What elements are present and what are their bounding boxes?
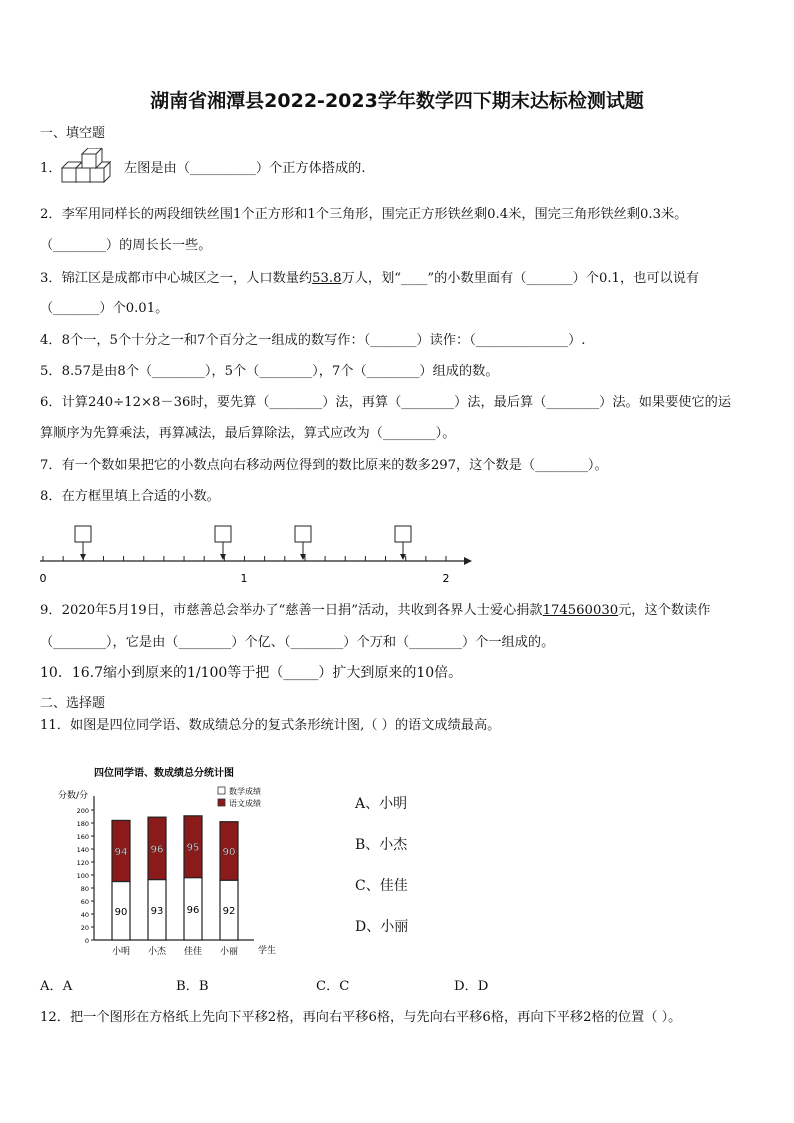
question-9-number: 174560030 (542, 603, 619, 618)
legend-swatch-math (218, 787, 225, 794)
bar-label-chinese: 94 (114, 846, 128, 858)
question-9-line-2: （________），它是由（________）个亿、（________）个万和（________）个一组成的。 (40, 635, 555, 650)
answer-box[interactable] (395, 526, 411, 560)
answer-option-c[interactable]: C．C (316, 979, 350, 994)
tick-label-0: 0 (39, 572, 47, 585)
question-3-pre: 3．锦江区是成都市中心城区之一，人口数量约 (40, 271, 313, 286)
y-axis-label: 分数/分 (58, 791, 89, 801)
y-tick-label: 40 (80, 911, 89, 919)
answer-option-b[interactable]: B．B (176, 979, 209, 994)
question-3-post: 万人，划“____”的小数里面有（_______）个0.1，也可以说有 (341, 271, 700, 286)
section-heading-choice: 二、选择题 (40, 696, 106, 711)
question-9-line-1 (40, 602, 710, 620)
option-side-a: A、小明 (355, 796, 408, 812)
y-tick-label: 60 (80, 898, 89, 906)
answer-box[interactable] (215, 526, 231, 560)
legend-swatch-chinese (218, 799, 225, 806)
category-label: 小杰 (147, 947, 167, 957)
number-line (36, 520, 476, 586)
section-heading-fill: 一、填空题 (40, 126, 106, 141)
question-12: 12．把一个图形在方格纸上先向下平移2格，再向右平移6格，与先向右平移6格，再向下平移2格的位置（ ）。 (40, 1010, 682, 1025)
question-5: 5．8.57是由8个（________），5个（________），7个（________）组成的数。 (40, 364, 499, 379)
cube-stack-figure (60, 148, 116, 190)
question-11: 11．如图是四位同学语、数成绩总分的复式条形统计图,（ ）的语文成绩最高。 (40, 718, 501, 733)
category-label: 小明 (111, 947, 131, 957)
y-tick-label: 0 (84, 937, 89, 945)
option-side-c: C、佳佳 (355, 878, 408, 894)
question-3-number: 53.8 (312, 271, 342, 286)
question-10: 10．16.7缩小到原来的1/100等于把（_____）扩大到原来的10倍。 (40, 665, 463, 681)
answer-box[interactable] (75, 526, 91, 560)
y-tick-label: 20 (80, 924, 89, 932)
x-axis-label: 学生 (258, 946, 277, 956)
y-tick-label: 160 (76, 833, 89, 841)
category-label: 小丽 (219, 947, 239, 957)
bar-label-chinese: 96 (150, 844, 164, 856)
question-4: 4．8个一，5个十分之一和7个百分之一组成的数写作：（_______）读作：（______________）. (40, 333, 586, 348)
category-label: 佳佳 (183, 947, 203, 957)
tick-label-1: 1 (240, 572, 248, 585)
y-tick-label: 140 (76, 846, 89, 854)
bar-label-chinese: 95 (186, 842, 200, 854)
bar-label-chinese: 90 (222, 846, 236, 858)
bar-label-math: 93 (150, 905, 164, 917)
question-1-text: 左图是由（__________）个正方体搭成的. (123, 161, 366, 176)
legend-label-chinese: 语文成绩 (229, 799, 261, 808)
question-6-line-1: 6．计算240÷12×8－36时，要先算（________）法，再算（________）法，最后算（________）法。如果要使它的运 (40, 395, 732, 410)
question-9-post: 元，这个数读作 (618, 603, 711, 618)
legend-label-math: 数学成绩 (229, 787, 261, 796)
y-tick-label: 200 (76, 807, 89, 815)
question-8: 8．在方框里填上合适的小数。 (40, 489, 220, 504)
y-tick-label: 180 (76, 820, 89, 828)
question-6-line-2: 算顺序为先算乘法，再算减法，最后算除法，算式应改为（________）。 (40, 426, 456, 441)
question-7: 7．有一个数如果把它的小数点向右移动两位得到的数比原来的数多297，这个数是（________）。 (40, 458, 608, 473)
y-tick-label: 100 (76, 872, 89, 880)
answer-box[interactable] (295, 526, 311, 560)
question-2-line-1: 2．李军用同样长的两段细铁丝围1个正方形和1个三角形，围完正方形铁丝剩0.4米，围完三角形铁丝剩0.3米。 (40, 207, 688, 222)
question-1-number: 1． (40, 161, 62, 176)
option-side-b: B、小杰 (355, 837, 408, 853)
chart-title: 四位同学语、数成绩总分统计图 (94, 768, 234, 779)
question-3-line-1 (40, 270, 699, 288)
y-tick-label: 120 (76, 859, 89, 867)
answer-option-d[interactable]: D．D (454, 979, 489, 994)
bar-label-math: 92 (222, 906, 236, 918)
bar-chart (58, 760, 290, 966)
question-2-line-2: （________）的周长长一些。 (40, 238, 212, 253)
bar-label-math: 90 (114, 906, 128, 918)
question-9-pre: 9．2020年5月19日，市慈善总会举办了“慈善一日捐”活动，共收到各界人士爱心捐款 (40, 603, 543, 618)
question-3-line-2: （_______）个0.01。 (40, 301, 169, 316)
tick-label-2: 2 (442, 572, 450, 585)
y-tick-label: 80 (80, 885, 89, 893)
option-side-d: D、小丽 (355, 919, 409, 935)
page-title: 湖南省湘潭县2022-2023学年数学四下期末达标检测试题 (150, 90, 644, 112)
answer-option-a[interactable]: A．A (40, 979, 73, 994)
bar-label-math: 96 (186, 904, 200, 916)
